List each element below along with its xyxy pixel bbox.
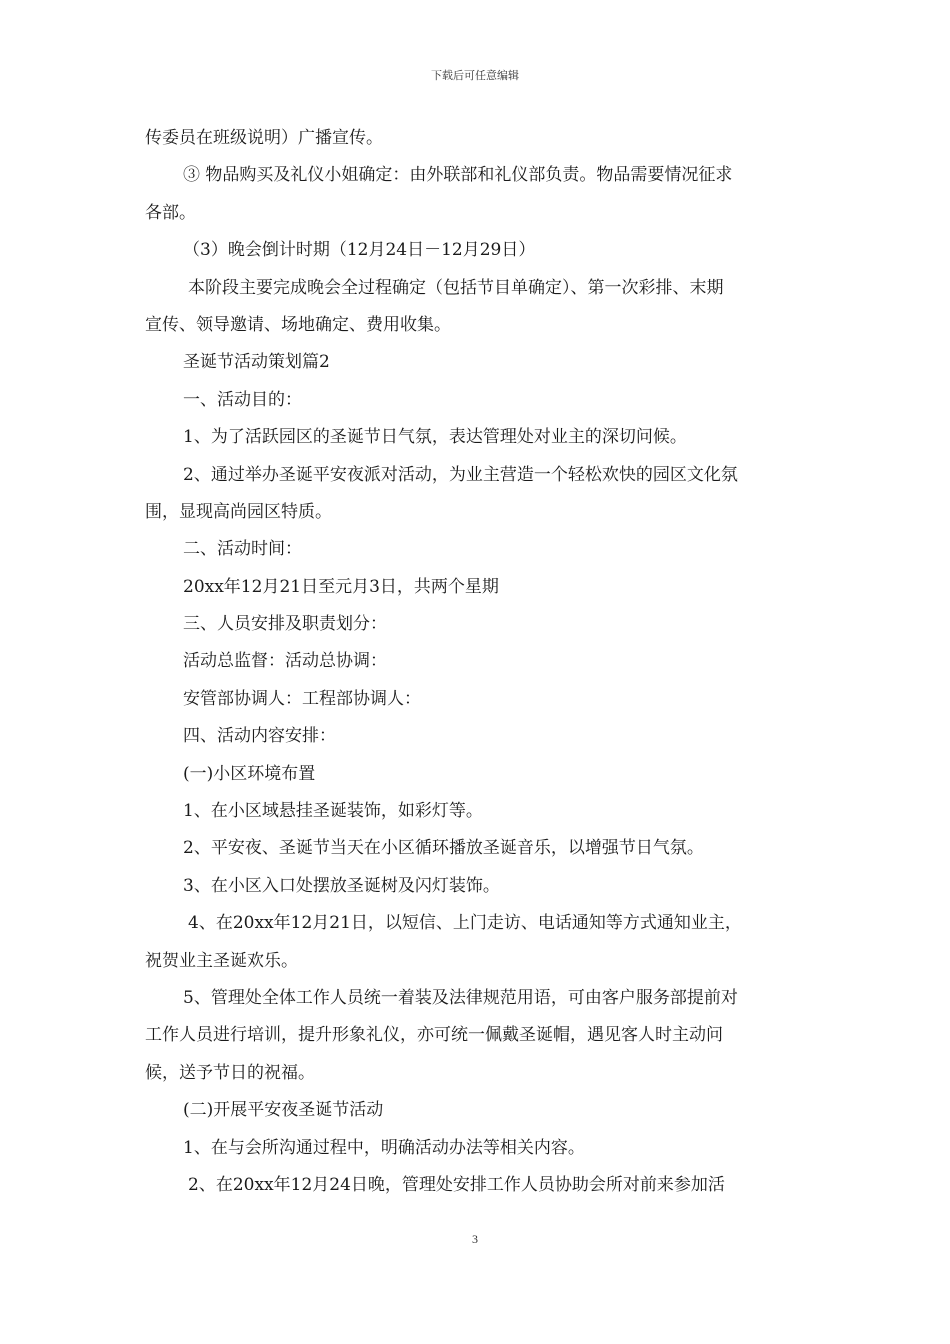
text-line: 候，送予节日的祝福。 <box>145 1062 315 1083</box>
text-line: (一)小区环境布置 <box>183 763 316 784</box>
text-line: 4、在20xx年12月21日，以短信、上门走访、电话通知等方式通知业主， <box>188 913 742 934</box>
text-line: 20xx年12月21日至元月3日，共两个星期 <box>183 576 499 597</box>
page-number: 3 <box>472 1232 478 1246</box>
text-line: 5、管理处全体工作人员统一着装及法律规范用语，可由客户服务部提前对 <box>183 987 738 1008</box>
text-line: 宣传、领导邀请、场地确定、费用收集。 <box>145 314 451 335</box>
text-line: (二)开展平安夜圣诞节活动 <box>183 1100 384 1121</box>
text-line: 祝贺业主圣诞欢乐。 <box>145 950 298 971</box>
document-body <box>145 120 810 1204</box>
text-line: 安管部协调人：工程部协调人： <box>183 688 421 709</box>
page-header: 下载后可任意编辑 <box>431 69 519 82</box>
text-line: 3、在小区入口处摆放圣诞树及闪灯装饰。 <box>183 875 500 896</box>
text-line: 活动总监督：活动总协调： <box>183 651 387 672</box>
text-line: （3）晚会倒计时期（12月24日－12月29日） <box>183 240 536 261</box>
text-line: 三、人员安排及职责划分： <box>183 614 387 635</box>
text-line: 1、在小区域悬挂圣诞装饰，如彩灯等。 <box>183 801 483 822</box>
text-line: 传委员在班级说明）广播宣传。 <box>145 128 383 148</box>
text-line: 2、平安夜、圣诞节当天在小区循环播放圣诞音乐，以增强节日气氛。 <box>183 838 704 859</box>
text-line: 2、在20xx年12月24日晚，管理处安排工作人员协助会所对前来参加活 <box>188 1174 725 1195</box>
text-line: 2、通过举办圣诞平安夜派对活动，为业主营造一个轻松欢快的园区文化氛 <box>183 464 738 485</box>
text-line: 四、活动内容安排： <box>183 726 336 747</box>
text-line: 各部。 <box>145 202 196 223</box>
text-line: 工作人员进行培训，提升形象礼仪，亦可统一佩戴圣诞帽，遇见客人时主动问 <box>145 1025 723 1046</box>
text-line: 一、活动目的： <box>183 389 302 410</box>
text-line: 本阶段主要完成晚会全过程确定（包括节目单确定）、第一次彩排、末期 <box>188 277 724 298</box>
text-line: 1、为了活跃园区的圣诞节日气氛，表达管理处对业主的深切问候。 <box>183 427 687 448</box>
text-line: 围，显现高尚园区特质。 <box>145 501 332 522</box>
text-line: 二、活动时间： <box>183 539 302 560</box>
text-line: 1、在与会所沟通过程中，明确活动办法等相关内容。 <box>183 1137 585 1158</box>
text-line: ③ 物品购买及礼仪小姐确定：由外联部和礼仪部负责。物品需要情况征求 <box>183 165 733 186</box>
text-line: 圣诞节活动策划篇2 <box>183 352 330 373</box>
